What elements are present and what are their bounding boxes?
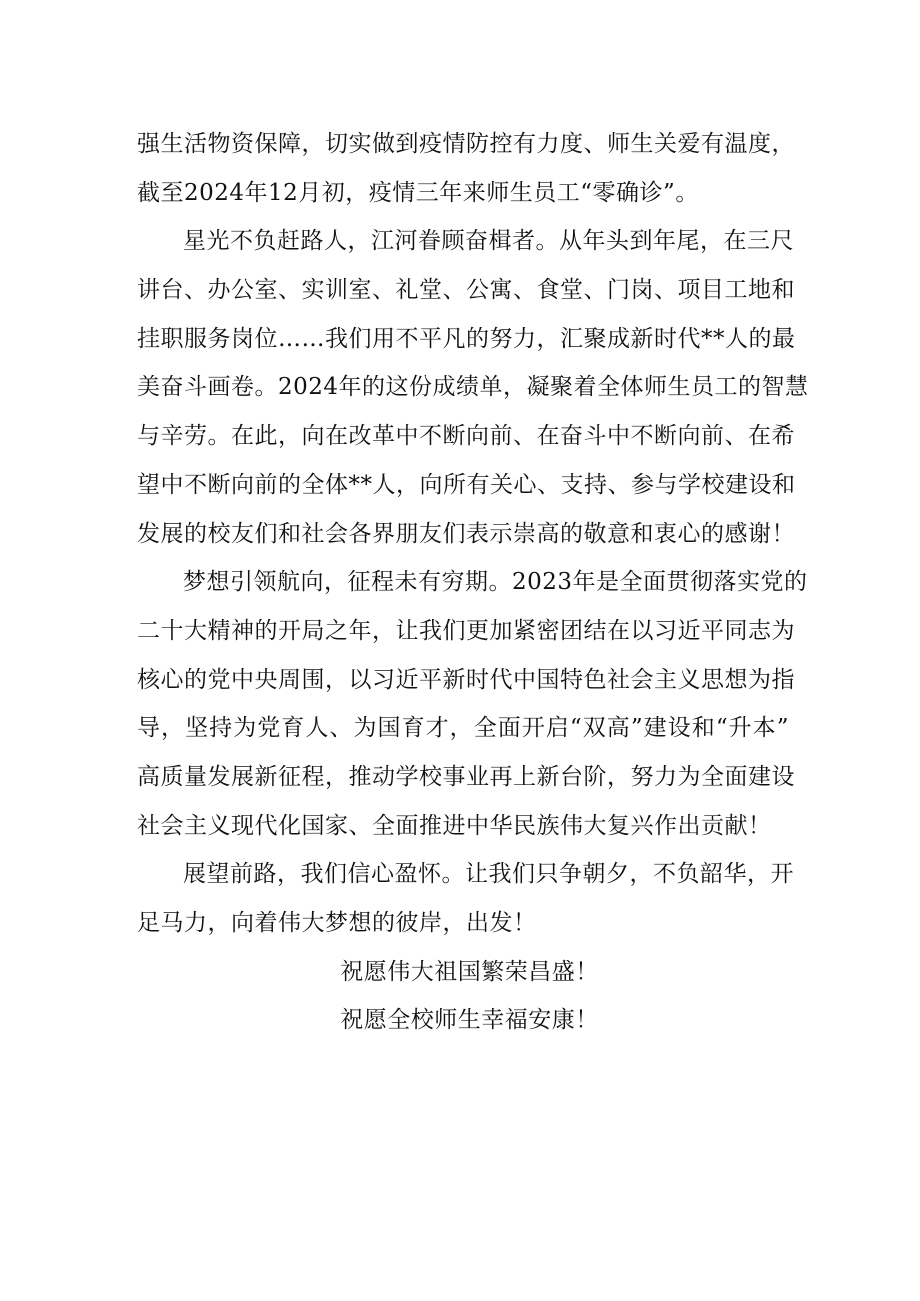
paragraph-4-line-1: 展望前路，我们信心盈怀。让我们只争朝夕，不负韶华，开 [183, 861, 794, 888]
paragraph-4-line-2: 足马力，向着伟大梦想的彼岸，出发！ [137, 910, 537, 936]
document-body [137, 120, 809, 1045]
paragraph-3-line-6: 社会主义现代化国家、全面推进中华民族伟大复兴作出贡献！ [137, 812, 772, 839]
paragraph-3-line-5: 高质量发展新征程，推动学校事业再上新台阶，努力为全面建设 [137, 763, 795, 790]
paragraph-2-line-7: 发展的校友们和社会各界朋友们表示崇高的敬意和衷心的感谢！ [137, 520, 795, 547]
paragraph-2-line-5: 与辛劳。在此，向在改革中不断向前、在奋斗中不断向前、在希 [137, 423, 795, 450]
paragraph-3-line-4: 导，坚持为党育人、为国育才，全面开启“双高”建设和“升本” [137, 715, 789, 742]
paragraph-1-line-1: 强生活物资保障，切实做到疫情防控有力度、师生关爱有温度， [137, 131, 795, 157]
paragraph-2-line-2: 讲台、办公室、实训室、礼堂、公寓、食堂、门岗、项目工地和 [137, 277, 795, 304]
closing-line-1: 祝愿伟大祖国繁荣昌盛！ [340, 958, 599, 985]
paragraph-3-line-3: 核心的党中央周围，以习近平新时代中国特色社会主义思想为指 [137, 666, 795, 693]
paragraph-2-line-3: 挂职服务岗位……我们用不平凡的努力，汇聚成新时代**人的最 [137, 325, 796, 352]
paragraph-3-line-1: 梦想引领航向，征程未有穷期。2023年是全面贯彻落实党的 [183, 569, 808, 596]
paragraph-3-line-2: 二十大精神的开局之年，让我们更加紧密团结在以习近平同志为 [137, 617, 795, 644]
paragraph-1-line-2: 截至2024年12月初，疫情三年来师生员工“零确诊”。 [137, 179, 699, 206]
paragraph-2-line-1: 星光不负赶路人，江河眷顾奋楫者。从年头到年尾，在三尺 [183, 228, 794, 255]
paragraph-2-line-6: 望中不断向前的全体**人，向所有关心、支持、参与学校建设和 [137, 471, 796, 498]
paragraph-2-line-4: 美奋斗画卷。2024年的这份成绩单，凝聚着全体师生员工的智慧 [137, 374, 809, 401]
closing-line-2: 祝愿全校师生幸福安康！ [340, 1007, 599, 1034]
